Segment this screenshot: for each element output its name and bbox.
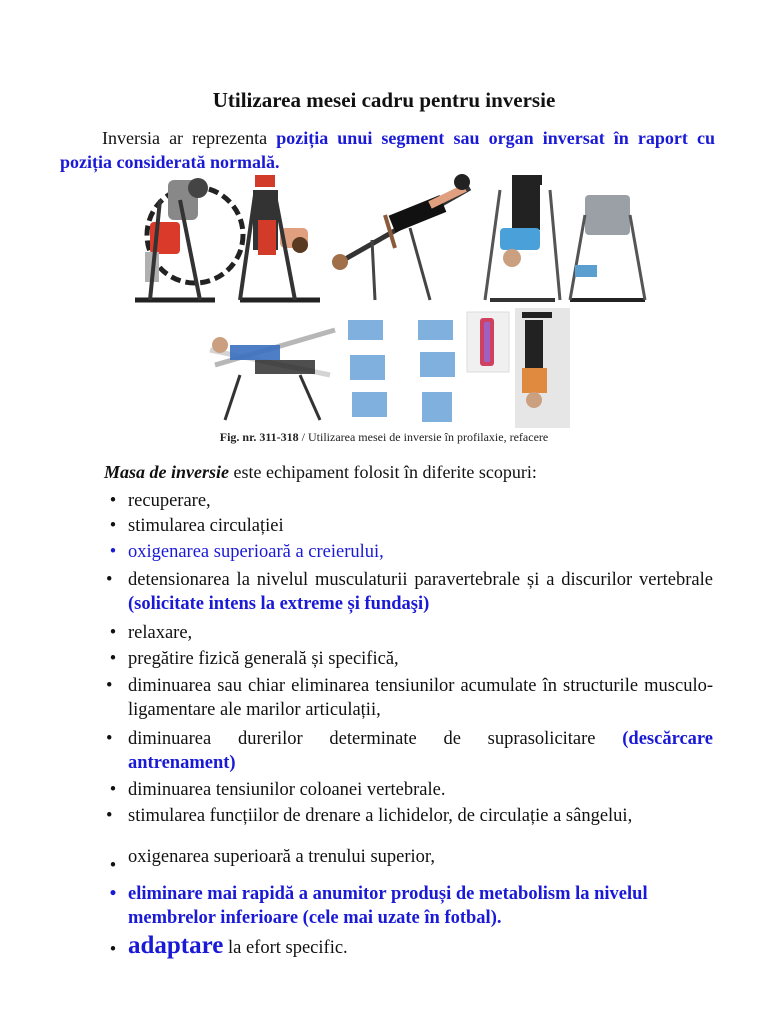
figure-inversion-reclining bbox=[332, 174, 470, 300]
masa-term: Masa de inversie bbox=[104, 462, 229, 482]
list-item: • adaptare la efort specific. bbox=[128, 934, 713, 960]
intro-highlight: poziția unui segment sau organ inversat în raport cu poziția considerată normală. bbox=[60, 128, 715, 172]
figure-inversion-hoop bbox=[135, 178, 243, 300]
figure-inversion-blue bbox=[485, 175, 560, 300]
bullet-dot: • bbox=[106, 570, 113, 590]
bullet-dot: • bbox=[109, 516, 117, 536]
list-item: • oxigenarea superioară a creierului, bbox=[128, 540, 713, 564]
figure-caption bbox=[0, 430, 768, 445]
figure-inversion-steps bbox=[348, 320, 455, 422]
masa-intro bbox=[104, 462, 537, 483]
bullet-dot: • bbox=[106, 806, 113, 826]
list-item: • pregătire fizică generală și specifică, bbox=[128, 647, 713, 671]
bullet-dot: • bbox=[109, 491, 117, 511]
intro-lead: Inversia ar reprezenta bbox=[102, 128, 268, 148]
figure-inversion-empty bbox=[570, 195, 645, 300]
figure-caption-text: / Utilizarea mesei de inversie în profilaxie, refacere bbox=[298, 430, 549, 444]
bullet-dot: • bbox=[106, 676, 113, 696]
bullet-dot: • bbox=[109, 856, 117, 876]
figure-inversion-spine bbox=[467, 308, 570, 428]
bullet-dot: • bbox=[109, 780, 117, 800]
bullet-dot: • bbox=[106, 729, 113, 749]
list-item: • recuperare, bbox=[128, 489, 713, 513]
masa-rest: este echipament folosit în diferite scopuri: bbox=[229, 462, 537, 482]
list-item: • stimularea funcțiilor de drenare a lichidelor, de circulație a sângelui, bbox=[106, 806, 633, 826]
figure-caption-label: Fig. nr. 311-318 bbox=[219, 430, 299, 444]
list-item: • stimularea circulației bbox=[128, 514, 713, 538]
figure-inversion-red bbox=[240, 175, 320, 300]
page-title: Utilizarea mesei cadru pentru inversie bbox=[212, 88, 556, 112]
figure-inversion-sequence bbox=[210, 330, 335, 420]
inversion-table-figures bbox=[0, 0, 768, 430]
bullet-dot: • bbox=[109, 649, 117, 669]
list-item: • detensionarea la nivelul musculaturii paravertebrale și a discurilor vertebrale (solicitate intens la extreme și fundaşi) bbox=[106, 570, 713, 614]
list-item: • oxigenarea superioară a trenului superior, bbox=[128, 854, 713, 869]
bullet-dot: • bbox=[109, 884, 117, 904]
bullet-dot: • bbox=[109, 542, 117, 562]
list-item: • diminuarea sau chiar eliminarea tensiunilor acumulate în structurile musculo-ligamentare ale marilor articulații, bbox=[106, 676, 713, 720]
list-item: • relaxare, bbox=[128, 621, 713, 645]
bullet-dot: • bbox=[109, 623, 117, 643]
list-item: • diminuarea durerilor determinate de suprasolicitare (descărcare antrenament) bbox=[106, 729, 713, 773]
list-item: • diminuarea tensiunilor coloanei vertebrale. bbox=[128, 778, 713, 802]
bullet-dot: • bbox=[109, 940, 117, 960]
list-item: • eliminare mai rapidă a anumitor produși de metabolism la nivelul membrelor inferioare (cele mai uzate în fotbal). bbox=[128, 882, 713, 930]
